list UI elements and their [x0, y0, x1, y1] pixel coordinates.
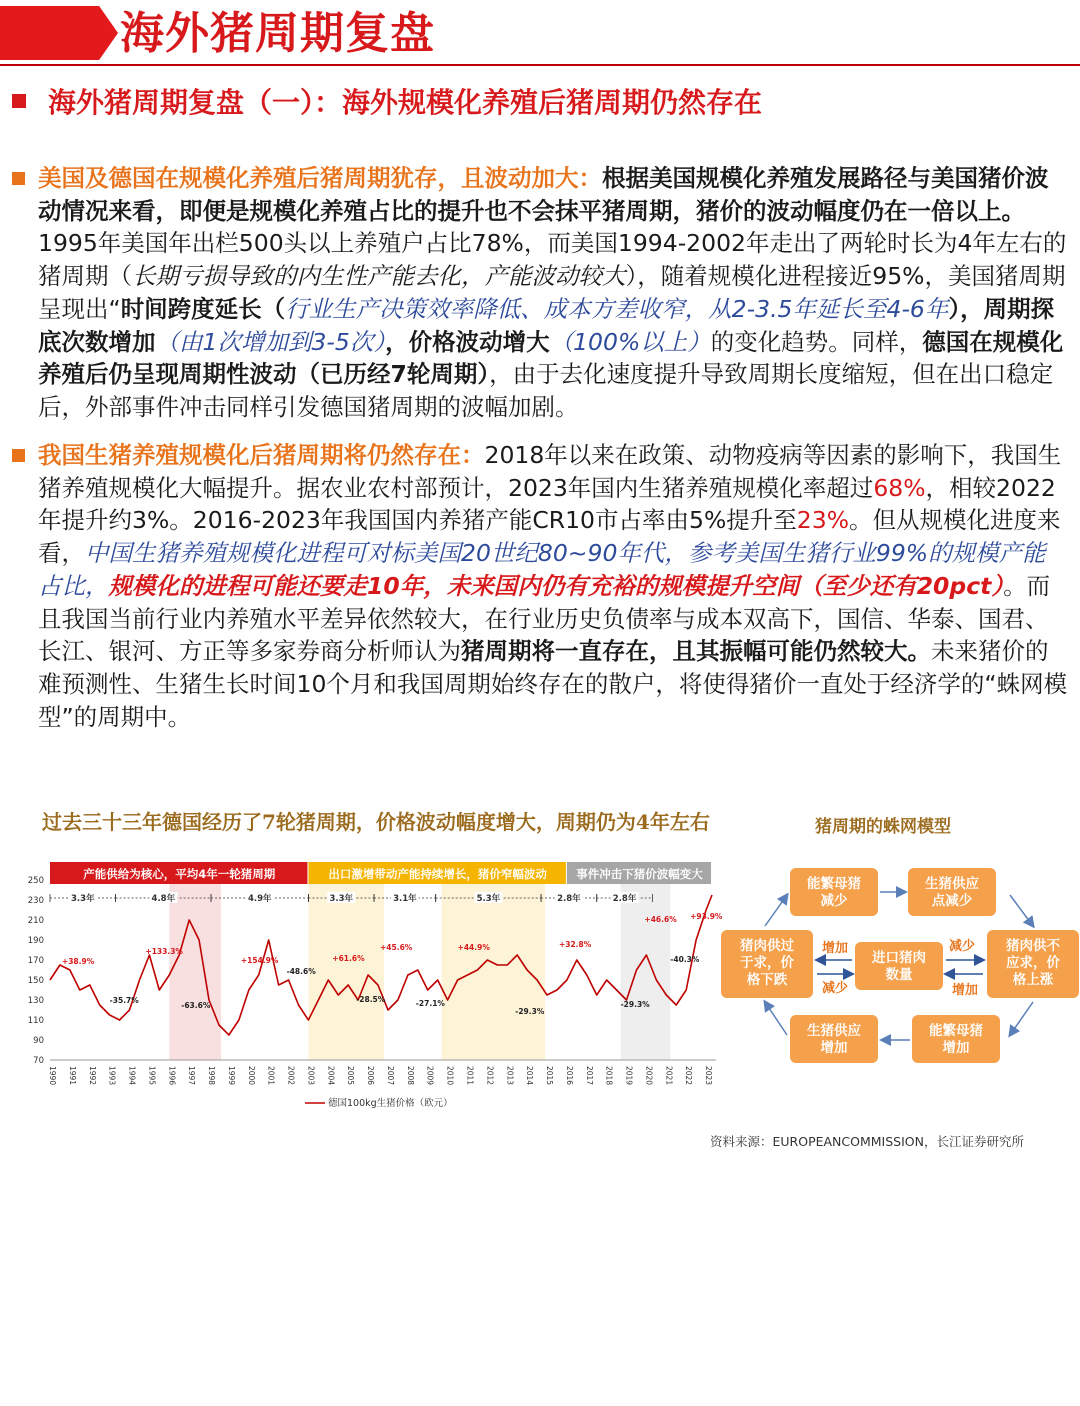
- x-tick-label: 2016: [564, 1066, 574, 1086]
- legend-label: 德国100kg生猪价格（欧元）: [328, 1098, 453, 1109]
- x-tick-label: 2002: [286, 1066, 296, 1086]
- y-tick-label: 130: [27, 996, 44, 1006]
- change-annotation: +154.9%: [240, 956, 279, 965]
- web-model-title: 猪周期的蛛网模型: [815, 817, 951, 837]
- node-top-left-label: 能繁母猪减少: [807, 876, 861, 909]
- change-annotation: +44.9%: [457, 943, 490, 952]
- para2-text: 。但从规模化进度来看，: [38, 506, 1061, 568]
- x-tick-label: 1997: [187, 1066, 197, 1086]
- para1-lead: 美国及德国在规模化养殖后猪周期犹存，且波动加大：: [38, 164, 602, 192]
- x-tick-label: 2005: [346, 1066, 356, 1086]
- phase-band-label: 产能供给为核心，平均4年一轮猪周期: [83, 867, 276, 881]
- paragraph-1: [38, 162, 1068, 424]
- x-tick-label: 2000: [246, 1066, 256, 1086]
- change-annotation: -40.3%: [670, 955, 700, 964]
- para1-italic: 行业生产决策效率降低、成本方差收窄，从2-3.5年延长至4-6年: [285, 294, 949, 323]
- source-note: 资料来源：EUROPEANCOMMISSION，长江证券研究所: [710, 1134, 1024, 1149]
- x-tick-label: 2007: [385, 1066, 395, 1086]
- x-tick-label: 2017: [584, 1066, 594, 1086]
- x-tick-label: 1996: [167, 1066, 177, 1086]
- y-tick-label: 150: [27, 976, 44, 986]
- para1-italic: 长期亏损导致的内生性产能去化，产能波动较大: [132, 262, 626, 291]
- x-tick-label: 2006: [366, 1066, 376, 1086]
- para1-bold: ，价格波动增大: [385, 327, 550, 356]
- edge-label-left-up: 增加: [821, 941, 849, 956]
- paragraph-2: [38, 439, 1068, 733]
- x-tick-label: 2018: [604, 1066, 614, 1086]
- edge-label-right-up: 减少: [948, 939, 976, 954]
- y-tick-label: 110: [27, 1016, 44, 1026]
- change-annotation: -28.5%: [356, 995, 386, 1004]
- subtitle-text: 海外猪周期复盘（一）：海外规模化养殖后猪周期仍然存在: [48, 86, 763, 119]
- para1-text: 1995年美国年出栏500头以上养殖户占比78%，而美国1994-2002年走出了两轮时长为4年左右的猪周期（: [38, 229, 1067, 291]
- duration-label: 2.8年: [612, 894, 637, 904]
- x-tick-label: 2001: [266, 1066, 276, 1086]
- para2-text: 未来猪价的难预测性、生猪生长时间10个月和我国周期始终存在的散户，将使得猪价一直处于经济学的“蛛网模型”的周期中。: [38, 637, 1068, 731]
- arrow: [1010, 895, 1033, 926]
- change-annotation: +61.6%: [332, 954, 365, 963]
- y-tick-label: 230: [27, 896, 44, 906]
- change-annotation: -35.7%: [109, 996, 139, 1005]
- germany-pig-price-chart: [20, 858, 740, 1120]
- edge-label-left-down: 减少: [821, 981, 849, 996]
- x-tick-label: 1993: [107, 1066, 117, 1086]
- para1-text: 的变化趋势。同样，: [710, 327, 923, 356]
- arrow: [765, 1002, 787, 1035]
- x-tick-label: 2010: [445, 1066, 455, 1086]
- duration-label: 5.3年: [476, 894, 501, 904]
- x-tick-label: 2012: [485, 1066, 495, 1086]
- x-tick-label: 2014: [525, 1066, 535, 1086]
- y-tick-label: 190: [27, 936, 44, 946]
- bullet-square-icon: [12, 449, 25, 462]
- duration-label: 3.3年: [329, 894, 354, 904]
- subtitle-square-icon: [12, 94, 26, 108]
- x-tick-label: 2009: [425, 1066, 435, 1086]
- node-top-right-label: 生猪供应点减少: [925, 876, 979, 909]
- change-annotation: +38.9%: [61, 957, 95, 966]
- para2-italic: 中国生猪养殖规模化进程可对标美国20世纪80~90年代，参考美国生猪行业99%的规模产能占比，: [38, 539, 1046, 600]
- cobweb-model-diagram: [715, 860, 1080, 1070]
- para2-lead: 我国生猪养殖规模化后猪周期将仍然存在：: [38, 441, 485, 469]
- arrow: [1010, 1002, 1033, 1035]
- x-tick-label: 1994: [127, 1066, 137, 1086]
- node-bottom-right-label: 能繁母猪增加: [929, 1023, 983, 1056]
- duration-label: 3.1年: [393, 894, 417, 904]
- y-tick-label: 70: [33, 1056, 44, 1066]
- y-tick-label: 170: [27, 956, 44, 966]
- para1-bold: 时间跨度延长（: [120, 294, 286, 323]
- x-tick-label: 1999: [226, 1066, 236, 1086]
- para1-bold: 根据美国规模化养殖发展路径与美国猪价波动情况来看，即便是规模化养殖占比的提升也不会抹平猪周期，猪价的波动幅度仍在一倍以上。: [38, 164, 1049, 225]
- change-annotation: +32.8%: [558, 940, 592, 949]
- para1-text: ，由于去化速度提升导致周期长度缩短，但在出口稳定后，外部事件冲击同样引发德国猪周期的波幅加剧。: [38, 360, 1054, 421]
- title-arrow-shape: [0, 6, 118, 60]
- node-right-label: 猪肉供不应求，价格上涨: [1006, 938, 1060, 988]
- x-tick-label: 2015: [545, 1066, 555, 1086]
- x-tick-label: 2020: [644, 1066, 654, 1086]
- x-tick-label: 2013: [505, 1066, 515, 1086]
- x-tick-label: 2003: [306, 1066, 316, 1086]
- y-tick-label: 90: [33, 1036, 44, 1046]
- para1-bold: 德国在规模化养殖后仍呈现周期性波动（已历经7轮周期）: [38, 327, 1064, 389]
- para1-text: ），随着规模化进程接近95%，美国猪周期呈现出“: [38, 262, 1066, 323]
- para2-text: 2018年以来在政策、动物疫病等因素的影响下，我国生猪养殖规模化大幅提升。据农业农村部预计，2023年国内生猪养殖规模化率超过: [38, 441, 1062, 502]
- duration-label: 4.8年: [151, 894, 176, 904]
- para1-italic: （100%以上）: [549, 327, 711, 356]
- node-bottom-left-label: 生猪供应增加: [807, 1023, 861, 1056]
- para2-red-bold: 规模化的进程可能还要走10年，未来国内仍有充裕的规模提升空间（至少还有20pct）: [108, 571, 1004, 600]
- phase-band-label: 出口激增带动产能持续增长，猪价窄幅波动: [328, 867, 547, 881]
- y-tick-label: 250: [27, 876, 44, 886]
- duration-label: 2.8年: [557, 894, 581, 904]
- x-tick-label: 1991: [67, 1066, 77, 1086]
- change-annotation: +93.9%: [690, 912, 723, 921]
- change-annotation: -27.1%: [415, 999, 445, 1008]
- change-annotation: -63.6%: [181, 1001, 211, 1010]
- title-bar: [0, 0, 1080, 66]
- change-annotation: +133.3%: [145, 947, 183, 956]
- change-annotation: -29.3%: [620, 1000, 650, 1009]
- change-annotation: +46.6%: [644, 915, 677, 924]
- x-tick-label: 2019: [624, 1066, 634, 1086]
- bullet-square-icon: [12, 172, 25, 185]
- change-annotation: -29.3%: [515, 1007, 545, 1016]
- x-tick-label: 1995: [147, 1066, 157, 1086]
- para1-bold: ），周期探底次数增加: [38, 294, 1055, 356]
- edge-label-right-down: 增加: [951, 983, 979, 998]
- chart-title: 过去三十三年德国经历了7轮猪周期，价格波动幅度增大，周期仍为4年左右: [42, 810, 710, 834]
- y-tick-label: 210: [27, 916, 44, 926]
- x-tick-label: 2004: [326, 1066, 336, 1086]
- arrow: [765, 895, 787, 926]
- x-tick-label: 1990: [48, 1066, 57, 1086]
- node-left-label: 猪肉供过于求，价格下跌: [740, 938, 794, 988]
- para1-italic: （由1次增加到3-5次）: [155, 327, 386, 356]
- para2-text: 。而且我国当前行业内养殖水平差异依然较大，在行业历史负债率与成本双高下，国信、华泰、国君、长江、银河、方正等多家券商分析师认为: [38, 571, 1051, 666]
- section-subtitle: [12, 86, 762, 120]
- duration-label: 3.3年: [71, 894, 95, 904]
- node-center-label: 进口猪肉数量: [872, 950, 926, 983]
- x-tick-label: 2022: [684, 1066, 694, 1086]
- x-tick-label: 2011: [465, 1066, 475, 1086]
- cycle-shade: [169, 876, 221, 1060]
- duration-label: 4.9年: [247, 894, 272, 904]
- x-tick-label: 2023: [704, 1066, 714, 1086]
- change-annotation: -48.6%: [286, 967, 316, 976]
- para2-text: ，相较2022年提升约3%。2016-2023年我国国内养猪产能CR10市占率由5%提升至: [38, 473, 1056, 535]
- page-title: 海外猪周期复盘: [120, 8, 435, 59]
- change-annotation: +45.6%: [380, 943, 413, 952]
- phase-band-label: 事件冲击下猪价波幅变大: [576, 867, 703, 881]
- para2-bold: 猪周期将一直存在，且其振幅可能仍然较大。: [461, 637, 931, 666]
- x-tick-label: 1992: [87, 1066, 97, 1086]
- x-tick-label: 2008: [405, 1066, 415, 1086]
- para2-highlight: 68%: [873, 473, 926, 502]
- para2-highlight: 23%: [796, 506, 850, 535]
- x-tick-label: 2021: [664, 1066, 674, 1086]
- x-tick-label: 1998: [207, 1066, 217, 1086]
